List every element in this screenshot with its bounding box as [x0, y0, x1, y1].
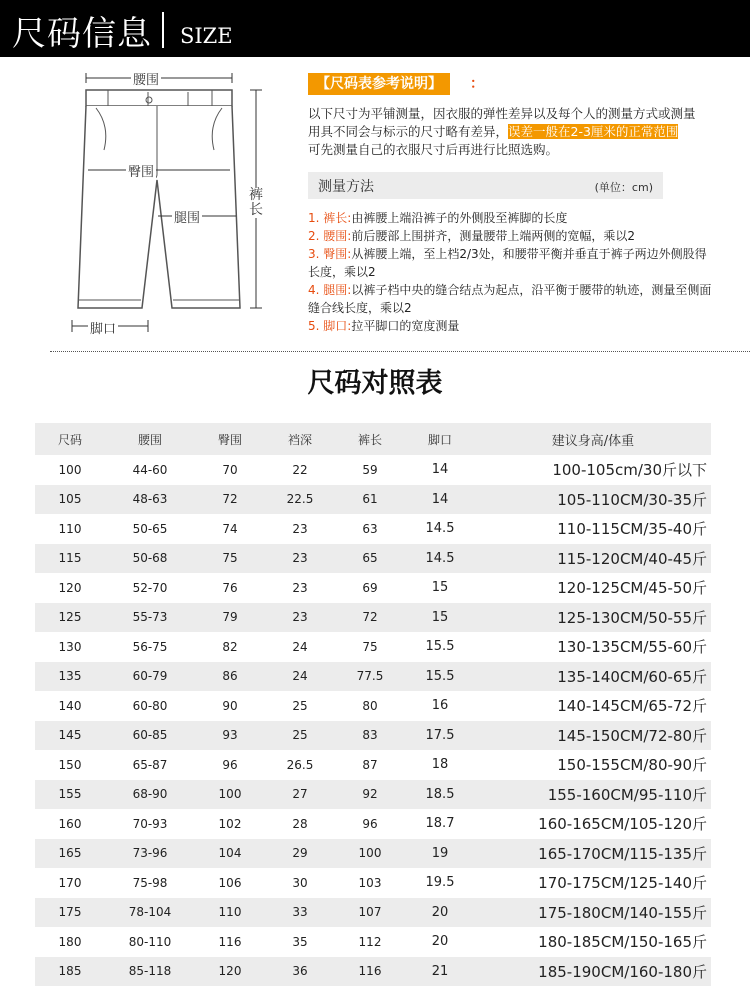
table-cell: 36 — [265, 957, 335, 987]
size-notes-text — [308, 105, 703, 159]
table-cell: 14.5 — [405, 544, 475, 574]
table-cell: 50-68 — [105, 544, 195, 574]
header-length: 裤长 — [335, 423, 405, 455]
table-cell: 18.5 — [405, 780, 475, 810]
table-cell: 50-65 — [132, 521, 168, 536]
table-cell: 70 — [222, 462, 238, 477]
table-row — [35, 750, 711, 780]
table-row — [35, 898, 711, 928]
header-recommend: 建议身高/体重 — [475, 423, 711, 455]
table-cell: 23 — [265, 544, 335, 574]
size-notes-colon: ： — [470, 76, 484, 92]
header-separator — [162, 12, 164, 48]
table-cell: 85-118 — [105, 957, 195, 987]
table-cell: 87 — [362, 757, 378, 772]
pants-diagram — [60, 68, 270, 338]
table-cell: 60-80 — [132, 698, 168, 713]
header-title-en: SIZE — [180, 24, 233, 48]
table-cell: 140-145CM/65-72斤 — [557, 697, 707, 716]
table-cell: 73-96 — [105, 839, 195, 869]
table-cell: 120 — [195, 957, 265, 987]
table-cell: 106 — [218, 875, 242, 890]
table-cell: 74 — [222, 521, 238, 536]
table-cell: 110 — [58, 521, 82, 536]
table-cell: 68-90 — [105, 780, 195, 810]
table-cell: 165-170CM/115-135斤 — [475, 839, 711, 869]
table-cell: 60-79 — [105, 662, 195, 692]
table-cell: 100-105cm/30斤以下 — [552, 461, 707, 480]
table-cell: 28 — [292, 816, 308, 831]
table-cell: 33 — [265, 898, 335, 928]
table-cell: 23 — [292, 521, 308, 536]
table-row — [35, 544, 711, 574]
table-cell: 24 — [292, 639, 308, 654]
table-row — [35, 957, 711, 987]
table-cell: 78-104 — [105, 898, 195, 928]
table-cell: 100 — [335, 839, 405, 869]
table-row — [35, 868, 711, 898]
table-row — [35, 573, 711, 603]
table-row — [35, 632, 711, 662]
measure-method-bar — [308, 172, 663, 199]
table-cell: 15 — [431, 580, 449, 596]
measure-unit: (单位：cm) — [594, 181, 653, 194]
table-cell: 17.5 — [405, 721, 475, 751]
table-cell: 80-110 — [128, 934, 172, 949]
table-cell: 15.5 — [425, 639, 455, 655]
table-cell: 135 — [35, 662, 105, 692]
table-cell: 26.5 — [286, 757, 314, 772]
measure-step: 3. 臀围:从裤腰上端，至上档2/3处，和腰带平衡并垂直于裤子两边外侧股得长度，乘以2 — [308, 247, 707, 279]
table-cell: 105-110CM/30-35斤 — [475, 485, 711, 515]
table-cell: 110-115CM/35-40斤 — [557, 520, 707, 539]
table-row — [35, 455, 711, 485]
table-cell: 25 — [265, 721, 335, 751]
table-cell: 116 — [335, 957, 405, 987]
table-cell: 56-75 — [132, 639, 168, 654]
table-cell: 82 — [222, 639, 238, 654]
table-row — [35, 514, 711, 544]
table-cell: 145-150CM/72-80斤 — [475, 721, 711, 751]
table-cell: 185 — [35, 957, 105, 987]
table-cell: 175 — [35, 898, 105, 928]
table-cell: 160-165CM/105-120斤 — [538, 815, 707, 834]
table-cell: 160 — [58, 816, 82, 831]
table-cell: 170 — [58, 875, 82, 890]
table-cell: 25 — [292, 698, 308, 713]
size-table-header — [35, 423, 711, 455]
table-cell: 23 — [292, 580, 308, 595]
table-cell: 76 — [222, 580, 238, 595]
table-cell: 105 — [35, 485, 105, 515]
table-cell: 130-135CM/55-60斤 — [557, 638, 707, 657]
table-cell: 79 — [195, 603, 265, 633]
table-row — [35, 691, 711, 721]
hem-label: 脚口 — [88, 318, 118, 337]
header-title-cn: 尺码信息 — [12, 14, 152, 54]
size-notes-title: 【尺码表参考说明】 — [308, 73, 450, 95]
table-cell: 59 — [362, 462, 378, 477]
table-cell: 83 — [335, 721, 405, 751]
table-cell: 130 — [58, 639, 82, 654]
table-cell: 96 — [222, 757, 238, 772]
table-row — [35, 721, 711, 751]
table-row — [35, 780, 711, 810]
table-cell: 48-63 — [105, 485, 195, 515]
header-rise: 裆深 — [265, 423, 335, 455]
waist-label: 腰围 — [131, 69, 161, 88]
table-cell: 19 — [405, 839, 475, 869]
table-cell: 19.5 — [425, 875, 455, 891]
table-cell: 18 — [431, 757, 449, 773]
table-cell: 145 — [35, 721, 105, 751]
table-cell: 92 — [335, 780, 405, 810]
table-cell: 100 — [58, 462, 82, 477]
table-cell: 103 — [358, 875, 382, 890]
table-cell: 70-93 — [132, 816, 168, 831]
table-cell: 112 — [358, 934, 382, 949]
table-cell: 80 — [362, 698, 378, 713]
table-cell: 185-190CM/160-180斤 — [475, 957, 711, 987]
table-cell: 125-130CM/50-55斤 — [475, 603, 711, 633]
table-cell: 96 — [362, 816, 378, 831]
table-cell: 16 — [431, 698, 449, 714]
table-cell: 93 — [195, 721, 265, 751]
table-cell: 63 — [362, 521, 378, 536]
table-cell: 23 — [265, 603, 335, 633]
table-cell: 72 — [335, 603, 405, 633]
size-notes-highlight: 误差一般在2-3厘米的正常范围 — [508, 124, 679, 139]
table-cell: 72 — [195, 485, 265, 515]
table-cell: 102 — [218, 816, 242, 831]
measure-method-title: 测量方法 — [318, 179, 374, 195]
table-cell: 65-87 — [132, 757, 168, 772]
table-cell: 107 — [335, 898, 405, 928]
table-cell: 104 — [195, 839, 265, 869]
table-cell: 27 — [265, 780, 335, 810]
table-cell: 14.5 — [425, 521, 455, 537]
table-cell: 65 — [335, 544, 405, 574]
table-cell: 77.5 — [335, 662, 405, 692]
table-cell: 86 — [195, 662, 265, 692]
size-table — [35, 423, 711, 986]
table-cell: 44-60 — [132, 462, 168, 477]
table-cell: 75 — [362, 639, 378, 654]
measure-step: 4. 腿围:以裤子档中央的缝合结点为起点，沿平衡于腰带的轨迹，测量至侧面缝合线长度，乘以2 — [308, 283, 712, 315]
table-cell: 35 — [292, 934, 308, 949]
table-cell: 21 — [405, 957, 475, 987]
hip-label: 臀围 — [126, 161, 156, 180]
header-waist: 腰围 — [105, 423, 195, 455]
table-cell: 61 — [335, 485, 405, 515]
dotted-divider — [50, 351, 750, 352]
table-cell: 75-98 — [132, 875, 168, 890]
table-cell: 116 — [218, 934, 242, 949]
measure-step: 5. 脚口:拉平脚口的宽度测量 — [308, 319, 460, 333]
table-cell: 135-140CM/60-65斤 — [475, 662, 711, 692]
table-cell: 75 — [195, 544, 265, 574]
table-cell: 150-155CM/80-90斤 — [557, 756, 707, 775]
thigh-label: 腿围 — [172, 207, 202, 226]
table-cell: 29 — [265, 839, 335, 869]
table-cell: 150 — [58, 757, 82, 772]
table-cell: 69 — [362, 580, 378, 595]
table-cell: 120-125CM/45-50斤 — [557, 579, 707, 598]
table-row — [35, 839, 711, 869]
measure-steps — [308, 209, 718, 335]
table-cell: 52-70 — [132, 580, 168, 595]
table-cell: 115-120CM/40-45斤 — [475, 544, 711, 574]
table-cell: 55-73 — [105, 603, 195, 633]
table-cell: 110 — [195, 898, 265, 928]
measure-step: 1. 裤长:由裤腰上端沿裤子的外侧股至裤脚的长度 — [308, 211, 568, 225]
table-cell: 165 — [35, 839, 105, 869]
table-cell: 140 — [58, 698, 82, 713]
header-hem: 脚口 — [405, 423, 475, 455]
table-cell: 30 — [292, 875, 308, 890]
table-cell: 175-180CM/140-155斤 — [475, 898, 711, 928]
table-cell: 24 — [265, 662, 335, 692]
table-row — [35, 927, 711, 957]
size-notes-end: 可先测量自己的衣服尺寸后再进行比照选购。 — [308, 142, 559, 157]
table-cell: 90 — [222, 698, 238, 713]
table-cell: 18.7 — [425, 816, 455, 832]
size-notes-plain: 以下尺寸为平铺测量，因衣服的弹性差异以及每个人的测量方式或测量用具不同会与标示的尺寸略有差异， — [308, 106, 696, 139]
table-cell: 120 — [58, 580, 82, 595]
table-cell: 180-185CM/150-165斤 — [538, 933, 707, 952]
table-cell: 22 — [292, 462, 308, 477]
table-row — [35, 662, 711, 692]
table-cell: 22.5 — [265, 485, 335, 515]
table-cell: 60-85 — [105, 721, 195, 751]
size-table-title: 尺码对照表 — [307, 368, 443, 399]
table-cell: 155-160CM/95-110斤 — [475, 780, 711, 810]
table-cell: 115 — [35, 544, 105, 574]
header-bar — [0, 0, 750, 57]
table-cell: 100 — [195, 780, 265, 810]
table-cell: 170-175CM/125-140斤 — [538, 874, 707, 893]
table-cell: 15 — [405, 603, 475, 633]
table-row — [35, 603, 711, 633]
table-cell: 20 — [405, 898, 475, 928]
table-cell: 14 — [431, 462, 449, 478]
header-size: 尺码 — [35, 423, 105, 455]
table-cell: 20 — [431, 934, 449, 950]
table-cell: 125 — [35, 603, 105, 633]
table-row — [35, 809, 711, 839]
table-cell: 180 — [58, 934, 82, 949]
table-row — [35, 485, 711, 515]
table-cell: 15.5 — [405, 662, 475, 692]
header-hip: 臀围 — [195, 423, 265, 455]
table-cell: 155 — [35, 780, 105, 810]
table-cell: 14 — [405, 485, 475, 515]
length-label: 裤长 — [249, 187, 263, 218]
measure-step: 2. 腰围:前后腰部上围拼齐，测量腰带上端两侧的宽幅，乘以2 — [308, 229, 635, 243]
